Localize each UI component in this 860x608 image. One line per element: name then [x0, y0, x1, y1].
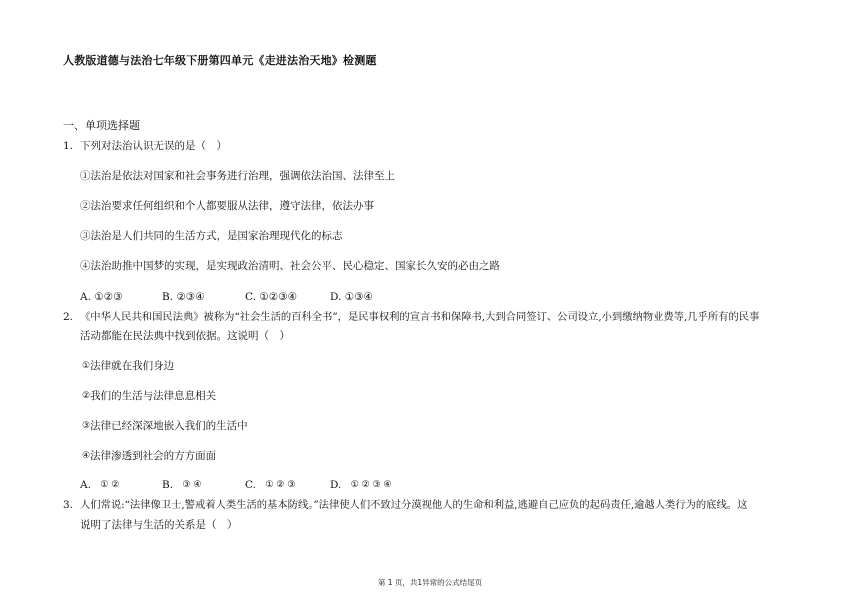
question-stem-line-1: 人们常说:“法律像卫士,警戒着人类生活的基本防线。”法律使人们不致过分漠视他人的生命和利益,逃避自己应负的起码责任,逾越人类行为的底线。这: [80, 499, 748, 511]
statement-text: 法律已经深深地嵌入我们的生活中: [90, 420, 248, 432]
statement-3: [82, 419, 248, 434]
option-c: C. ①②③④: [245, 291, 297, 303]
option-b: [162, 478, 201, 493]
statement-4: [82, 449, 216, 464]
option-marks: ① ② ③ ④: [350, 480, 392, 490]
option-marks: ③ ④: [182, 480, 202, 490]
section-heading: 一、单项选择题: [63, 119, 140, 132]
statement-2: ②法治要求任何组织和个人都要服从法律，遵守法律，依法办事: [80, 200, 374, 212]
option-letter: C.: [245, 479, 256, 491]
option-a: [80, 478, 119, 493]
question-number: 3.: [63, 499, 74, 511]
option-c: [245, 478, 295, 493]
statement-3: ③法治是人们共同的生活方式，是国家治理现代化的标志: [80, 230, 343, 242]
question-stem-line-2: 说明了法律与生活的关系是（ ）: [80, 519, 238, 531]
statement-1: ①法治是依法对国家和社会事务进行治理，强调依法治国、法律至上: [80, 170, 395, 182]
question-number: 1.: [63, 140, 74, 152]
option-d: D. ①③④: [330, 291, 373, 303]
option-marks: ① ②: [100, 480, 120, 490]
page-footer: 第 1 页，共1异常的公式结尾页: [377, 578, 483, 587]
option-marks: ① ② ③: [265, 480, 296, 490]
question-number: 2.: [63, 311, 74, 323]
option-b: B. ②③④: [162, 291, 205, 303]
statement-1: [82, 359, 174, 374]
option-letter: A.: [80, 479, 91, 491]
statement-mark: ②: [82, 391, 91, 401]
option-a: A. ①②③: [80, 291, 123, 303]
statement-4: ④法治助推中国梦的实现，是实现政治清明、社会公平、民心稳定、国家长久安的必由之路: [80, 260, 500, 272]
statement-mark: ③: [82, 421, 91, 431]
option-letter: D.: [330, 479, 342, 491]
question-stem-line-2: 活动都能在民法典中找到依据。这说明（ ）: [80, 330, 290, 342]
question-stem: 下列对法治认识无误的是（ ）: [80, 140, 227, 152]
document-title: 人教版道德与法治七年级下册第四单元《走进法治天地》检测题: [63, 54, 377, 67]
statement-2: [82, 389, 216, 404]
statement-text: 法律就在我们身边: [90, 360, 175, 372]
option-letter: B.: [162, 479, 174, 491]
question-stem-line-1: 《中华人民共和国民法典》被称为“社会生活的百科全书”，是民事权利的宣言书和保障书,大到合同签订、公司设立,小到缴纳物业费等,几乎所有的民事: [80, 311, 760, 323]
statement-text: 法律渗透到社会的方方面面: [90, 450, 217, 462]
statement-mark: ④: [82, 451, 91, 461]
statement-text: 我们的生活与法律息息相关: [90, 390, 217, 402]
statement-mark: ①: [82, 361, 91, 371]
option-d: [330, 478, 392, 493]
